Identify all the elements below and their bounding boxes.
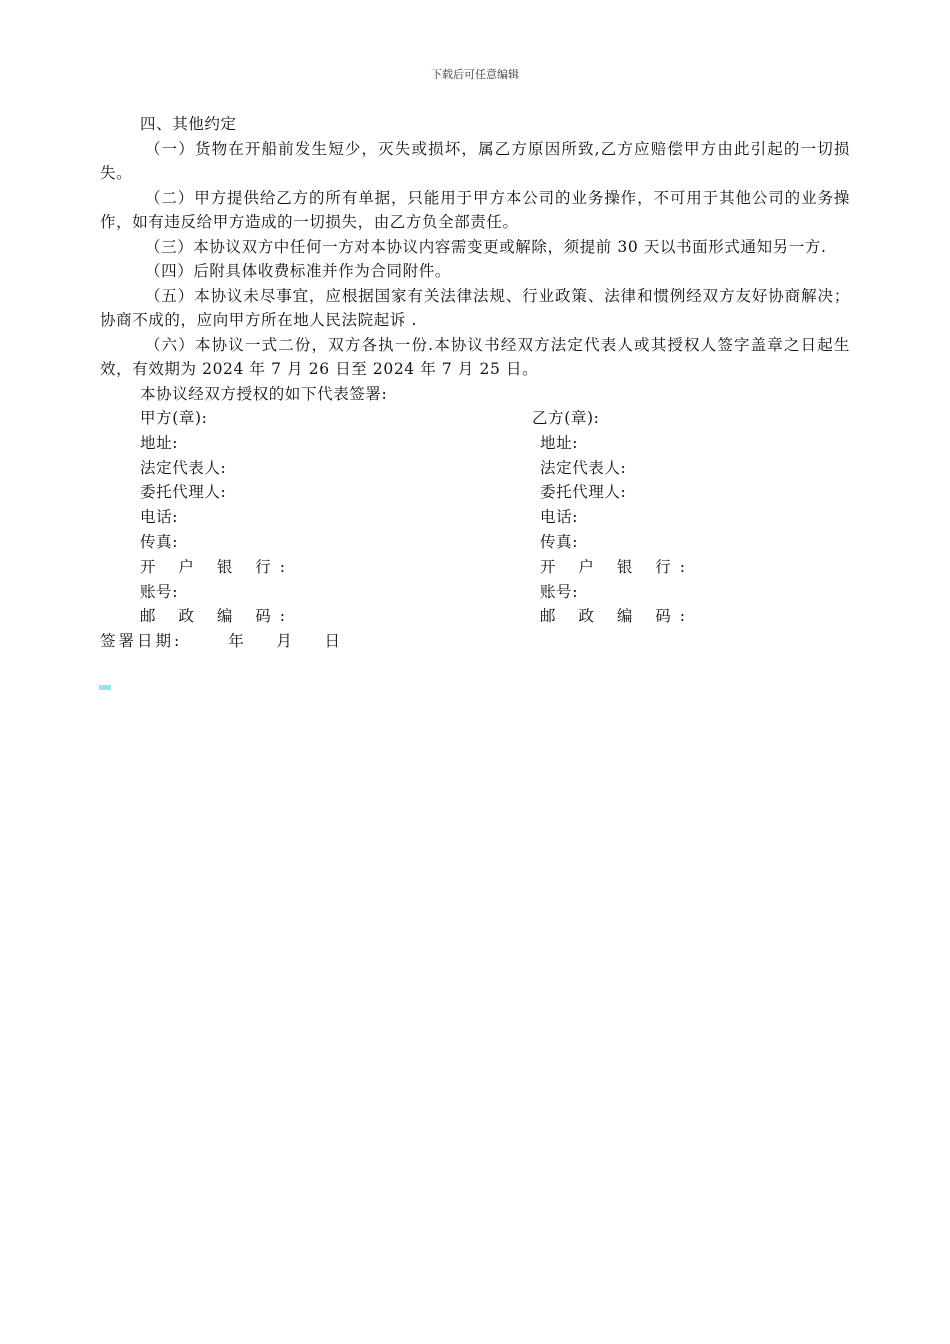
document-body — [100, 112, 850, 654]
party-b-bank-label: 开 户 银 行: — [540, 557, 695, 576]
party-a-agent-label: 委托代理人: — [140, 483, 227, 502]
party-b-address-label: 地址: — [540, 433, 579, 452]
party-a-bank-label: 开 户 银 行: — [140, 557, 295, 576]
signature-intro: 本协议经双方授权的如下代表签署: — [140, 384, 388, 403]
signing-date-label: 签署日期: — [100, 632, 183, 651]
party-b-postcode-label: 邮 政 编 码: — [540, 607, 695, 626]
party-a-fax-label: 传真: — [140, 532, 179, 551]
clause-5: （五）本协议未尽事宜，应根据国家有关法律法规、行业政策、法律和惯例经双方友好协商解决；协商不成的，应向甲方所在地人民法院起诉 . — [100, 286, 850, 329]
clause-4: （四）后附具体收费标准并作为合同附件。 — [145, 262, 451, 280]
clause-1: （一）货物在开船前发生短少，灭失或损坏，属乙方原因所致,乙方应赔偿甲方由此引起的一切损失。 — [100, 139, 850, 182]
party-a-address-label: 地址: — [140, 433, 179, 452]
party-b-account-label: 账号: — [540, 582, 579, 601]
clause-2: （二）甲方提供给乙方的所有单据，只能用于甲方本公司的业务操作，不可用于其他公司的业务操作，如有违反给甲方造成的一切损失，由乙方负全部责任。 — [100, 188, 850, 231]
signing-date-year: 年 — [228, 632, 245, 651]
party-a-column — [100, 406, 532, 629]
party-a-title: 甲方(章): — [140, 409, 208, 427]
clause-3: （三）本协议双方中任何一方对本协议内容需变更或解除，须提前 30 天以书面形式通知另一方. — [145, 237, 827, 256]
text-cursor-marker — [99, 685, 111, 690]
party-a-account-label: 账号: — [140, 582, 179, 601]
page-header-note: 下载后可任意编辑 — [431, 68, 519, 81]
party-a-phone-label: 电话: — [140, 508, 179, 527]
clause-6: （六）本协议一式二份，双方各执一份.本协议书经双方法定代表人或其授权人签字盖章之日起生效，有效期为 2024 年 7 月 26 日至 2024 年 7 月 25 日。 — [100, 335, 850, 378]
party-a-postcode-label: 邮 政 编 码: — [140, 607, 295, 626]
party-a-legal-rep-label: 法定代表人: — [140, 458, 227, 477]
signing-date-month: 月 — [276, 632, 293, 651]
party-b-column — [532, 406, 850, 629]
party-b-legal-rep-label: 法定代表人: — [540, 458, 627, 477]
party-b-fax-label: 传真: — [540, 532, 579, 551]
party-b-phone-label: 电话: — [540, 508, 579, 527]
party-b-agent-label: 委托代理人: — [540, 483, 627, 502]
section-title: 四、其他约定 — [140, 115, 237, 133]
signing-date-day: 日 — [324, 632, 341, 651]
signature-block — [100, 406, 850, 629]
signing-date-row — [100, 629, 850, 654]
party-b-title: 乙方(章): — [532, 409, 600, 427]
